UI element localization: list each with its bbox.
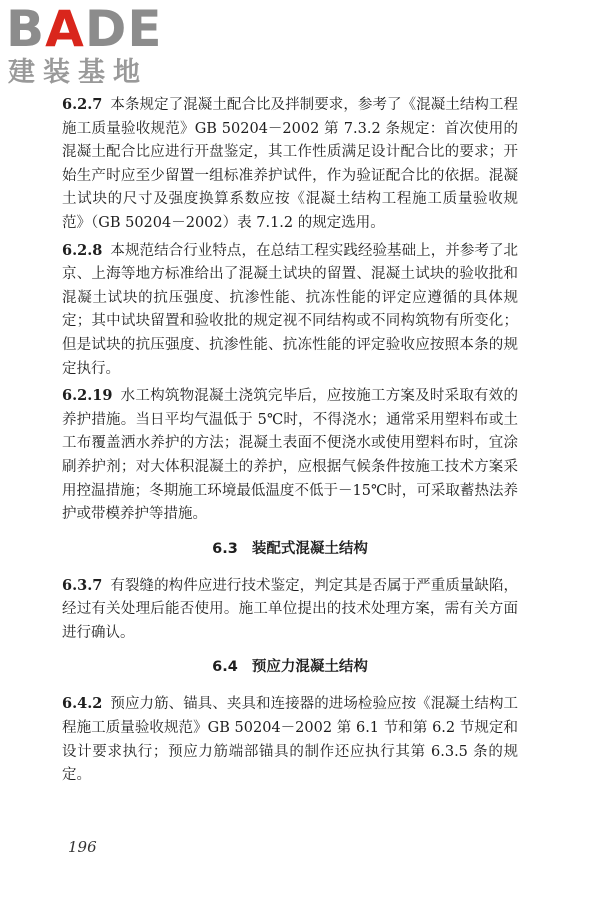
logo-subtitle: 建装基地 (8, 57, 148, 88)
clause-number: 6.2.8 (62, 241, 103, 259)
clause-paragraph (62, 384, 518, 527)
section-number: 6.3 (212, 540, 238, 557)
clause-text: 本规范结合行业特点，在总结工程实践经验基础上，并参考了北京、上海等地方标准给出了混凝土试块的留置、混凝土试块的验收批和混凝土试块的抗压强度、抗渗性能、抗冻性能的评定应遵循的具体规定；其中试块留置和验收批的规定视不同结构或不同构筑物有所变化；但是试块的抗压强度、抗渗性能、抗冻性能的评定验收应按照本条的规定执行。 (62, 242, 518, 377)
bade-logo (6, 0, 186, 94)
logo-wordmark (6, 0, 186, 58)
page-number: 196 (68, 838, 97, 856)
section-title-text: 预应力混凝土结构 (251, 659, 368, 676)
document-body (62, 93, 518, 791)
clause-text: 水工构筑物混凝土浇筑完毕后，应按施工方案及时采取有效的养护措施。当日平均气温低于 5℃时，不得浇水；通常采用塑料布或土工布覆盖洒水养护的方法；混凝土表面不便浇水或使用塑料布时，宜涂刷养护剂；对大体积混凝土的养护，应根据气候条件按施工技术方案采用控温措施；冬期施工环境最低温度不低于－15℃时，可采取蓄热法养护或带模养护等措施。 (62, 388, 518, 523)
clause-number: 6.3.7 (62, 576, 103, 594)
section-number: 6.4 (212, 659, 238, 676)
section-heading (62, 537, 518, 561)
logo-text-before: B (6, 0, 46, 58)
section-title-text: 装配式混凝土结构 (251, 540, 368, 557)
clause-number: 6.2.19 (62, 387, 113, 405)
logo-accent-letter: A (45, 0, 85, 58)
clause-paragraph (62, 574, 518, 646)
logo-text-after: DE (84, 0, 163, 58)
section-heading (62, 655, 518, 679)
clause-text: 有裂缝的构件应进行技术鉴定，判定其是否属于严重质量缺陷，经过有关处理后能否使用。施工单位提出的技术处理方案，需有关方面进行确认。 (62, 577, 518, 641)
clause-paragraph (62, 692, 518, 787)
clause-paragraph (62, 239, 518, 382)
clause-number: 6.2.7 (62, 96, 103, 113)
clause-text: 预应力筋、锚具、夹具和连接器的进场检验应按《混凝土结构工程施工质量验收规范》GB 50204－2002 第 6.1 节和第 6.2 节规定和设计要求执行；预应力筋端部锚具的制作还应执行其第 6.3.5 条的规定。 (62, 696, 518, 784)
clause-paragraph (62, 93, 518, 236)
clause-number: 6.4.2 (62, 695, 103, 713)
clause-text: 本条规定了混凝土配合比及拌制要求，参考了《混凝土结构工程施工质量验收规范》GB 50204－2002 第 7.3.2 条规定：首次使用的混凝土配合比应进行开盘鉴定，其工作性质满足设计配合比的要求；开始生产时应至少留置一组标准养护试件，作为验证配合比的依据。混凝土试块的尺寸及强度换算系数应按《混凝土结构工程施工质量验收规范》（GB 50204－2002）表 7.1.2 的规定选用。 (62, 97, 518, 231)
